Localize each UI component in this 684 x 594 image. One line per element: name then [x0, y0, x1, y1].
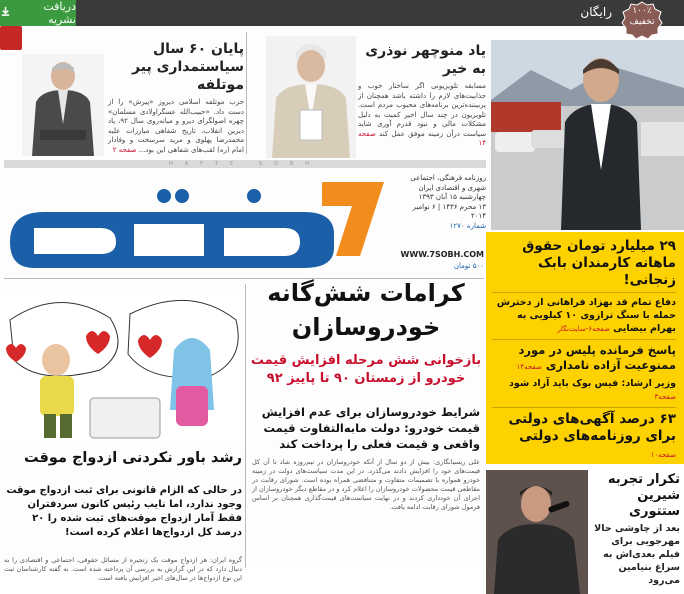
yellow-item-4-text: وزیر ارشاد: فیس بوک باید آزاد شود	[508, 378, 676, 389]
yellow-divider	[492, 339, 676, 340]
main-subtitle-2: خودرو از زمستان ۹۰ تا پاییز ۹۲	[266, 371, 466, 386]
download-icon	[0, 6, 11, 20]
free-label: رایگان	[580, 5, 612, 19]
column-divider	[245, 284, 246, 568]
teaser-left-page-ref: صفحه ۲	[112, 145, 137, 154]
masthead	[0, 160, 486, 276]
discount-stamp-text	[620, 6, 664, 28]
babak-zanjani-photo	[491, 40, 684, 230]
teaser-middle-title-1: یاد منوچهر نوذری	[365, 43, 486, 59]
left-story-lead: در حالی که الزام قانونی برای ثبت ازدواج موقت وجود ندارد، اما نایب رئیس کانون سردفتران فقط آمار ازدواج موقت‌های ثبت شده را ۲۰ درصد کل ازدواج‌ها اعلام کرده است!	[6, 485, 242, 538]
yellow-item-3-ref: صفحه۱۴	[516, 363, 542, 371]
teaser-nozari[interactable]	[358, 26, 486, 158]
newspaper-front-page	[0, 26, 684, 586]
red-corner-block	[0, 26, 22, 50]
masthead-ribbon: HAFTE SOBH	[4, 160, 486, 168]
singer-photo-icon	[486, 470, 588, 594]
babak-zanjani-photo-icon	[491, 40, 684, 230]
yellow-item-2-ref: صفحه۶-سایت‌نگار	[557, 325, 610, 333]
main-subtitle-1: بازخوانی شش مرحله افزایش قیمت	[250, 353, 482, 368]
yellow-divider	[492, 292, 676, 293]
main-body: علی ریسیانگاری: بیش از دو سال از آنکه خودروسازان در نیم‌روزه شاد تا آن کل قیمت‌های خود را افزایش دادند می‌گذرد. در این مدت سیاست‌های دولت در زمینه خودرو همواره با تصمیمات متفاوت و متناقضی همراه بوده است. شورای رقابت در مقاطعی قیمت محصولات خودروسازان را اعلام کرد و در مقاطع دیگر خودروسازان از اجرای آن خودداری کردند و در نهایت سیاست‌های قیمت‌گذاری همچنان بر اساس فرمول شورای رقابت ادامه یافت.	[252, 458, 480, 511]
teaser-left-body-end: لقب‌های شفاهی این بود...	[138, 145, 215, 154]
masthead-issue: شماره ۱۲۷۰	[449, 221, 486, 230]
teaser-left-body: حزب موتلفه اسلامی دیروز «پیرش» را از دست داد. «حبیب‌الله عسگراولادی مسلمان» چهره اصولگرای دیرو و میانه‌روی سال ۹۲، یاد دیرین انقلاب، تاریخ شفاهی مبارزات علیه محمدرضا پهلوی و مرید سرسخت و وفادار امام (ره)	[108, 98, 244, 154]
main-story[interactable]	[248, 276, 484, 594]
nozari-portrait-icon	[266, 36, 356, 158]
stamp-label: تخفیف	[629, 17, 655, 27]
teaser-divider	[246, 32, 247, 154]
yellow-item-1[interactable]: ۲۹ میلیارد تومان حقوق ماهانه کارمندان بابک زنجانی!	[522, 238, 676, 288]
singer-story[interactable]	[486, 464, 684, 594]
download-button-label: دریافت نشریه	[43, 0, 76, 26]
masthead-info-1: روزنامه فرهنگی، اجتماعی	[410, 174, 486, 182]
yellow-item-5-ref: صفحه۱۰	[650, 451, 676, 459]
singer-title-1: تکرار تجربه	[607, 472, 680, 487]
masthead-info-2: شهری و اقتصادی ایران	[418, 183, 486, 192]
masthead-info	[396, 174, 486, 231]
teaser-middle-page-ref: صفحه ۱۴	[358, 129, 486, 147]
left-story-title[interactable]: رشد باور نکردنی ازدواج موقت	[24, 450, 242, 466]
yellow-item-3-text: پاسخ فرمانده پلیس در مورد ممنوعیت آزاده نامداری	[518, 343, 676, 372]
left-story-body: گروه ایران: هر ازدواج موقت یک زنجیره از مسائل حقوقی، اجتماعی و اقتصادی را به دنبال دارد که در این گزارش به بررسی آن پرداخته شده است. به گفته کارشناسان ثبت این نوع ازدواج‌ها در سال‌های اخیر افزایش یافته است.	[4, 556, 242, 582]
yellow-divider	[492, 407, 676, 408]
yellow-item-5[interactable]	[492, 411, 676, 464]
stamp-value: ۱۰۰٪	[632, 6, 652, 16]
yellow-item-5-text: ۶۳ درصد آگهی‌های دولتی برای روزنامه‌های دولتی	[508, 411, 676, 444]
main-lead: شرایط خودروسازان برای عدم افزایش قیمت خودرو: دولت مابه‌التفاوت قیمت واقعی و قیمت فعلی را پرداخت کند	[261, 405, 480, 451]
masthead-info-4: ۱۳ محرم ۱۴۳۶ | ۶ نوامبر ۲۰۱۴	[412, 202, 486, 220]
singer-body: بعد از چاوشی حالا مهرجویی برای فیلم بعدی‌اش به سراغ بنیامین می‌رود	[594, 523, 680, 586]
asgaroladi-portrait-icon	[22, 54, 104, 156]
yellow-item-4[interactable]	[492, 377, 676, 404]
main-title-1: کرامات شش‌گانه	[267, 279, 465, 307]
singer-text	[588, 472, 680, 587]
teaser-middle-body: مسابقه تلویزیونی اگر ساختار خوب و جذابیت‌های لازم را داشته باشد همچنان از پربیننده‌ترین برنامه‌های محبوب مردم است. تلویزیون در چند سال اخیر کمیت به دلیل مشکلات مالی و نبود قدرم آوری شاید سیاست درآن زمینه موفق عمل کند	[358, 82, 486, 138]
yellow-item-4-ref: صفحه۳	[654, 393, 676, 401]
hafte-sobh-logo-icon	[4, 172, 392, 272]
teaser-left-title-1: پایان ۶۰ سال	[153, 41, 244, 57]
yellow-item-3[interactable]	[492, 343, 676, 375]
teaser-asgaroladi[interactable]	[108, 26, 244, 158]
masthead-price: ۵۰۰ تومان	[453, 262, 484, 270]
main-title-2: خودروسازان	[291, 313, 441, 341]
marriage-cartoon-icon	[0, 290, 242, 446]
yellow-item-2[interactable]	[492, 296, 676, 336]
top-toolbar	[0, 0, 684, 26]
yellow-item-2-text: دفاع تمام قد بهزاد فراهانی از دخترش حمله با سنگ ترازوی ۱۰ کیلویی به بهرام بیضایی	[496, 297, 676, 334]
download-button[interactable]	[0, 0, 76, 26]
masthead-info-3: چهارشنبه ۱۵ آبان ۱۳۹۳	[418, 193, 486, 201]
masthead-site[interactable]: WWW.7SOBH.COM	[400, 250, 484, 259]
teaser-middle-title-2: به خیر	[442, 61, 486, 77]
singer-title-2: شیرین	[637, 488, 680, 503]
teaser-left-title-2: سیاستمداری پیر موتلفه	[132, 59, 244, 93]
yellow-news-column	[486, 232, 684, 464]
singer-title-3: ستتوری	[629, 504, 680, 519]
